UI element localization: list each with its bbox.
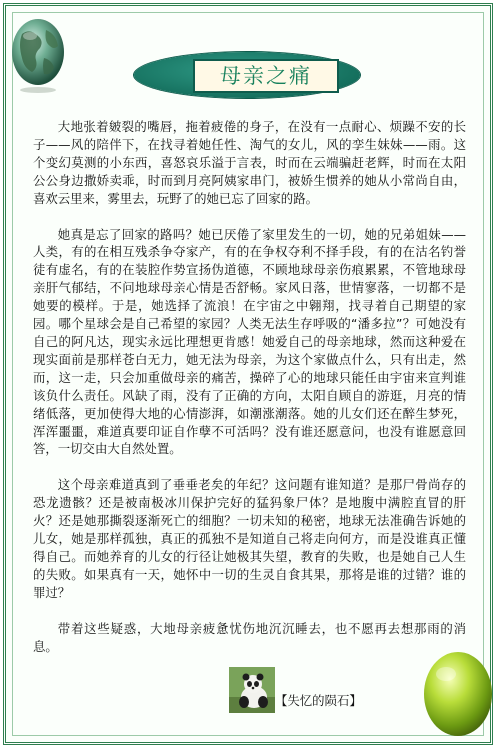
article-body — [33, 118, 466, 673]
panda-image — [229, 667, 275, 713]
paragraph: 她真是忘了回家的路吗？她已厌倦了家里发生的一切，她的兄弟姐妹——人类，有的在相互残杀争夺家产，有的在争权夺利不择手段，有的在沽名钓誉徒有虚名，有的在装腔作势宣扬伪道德，不顾地球母亲伤痕累累，不管地球母亲肝气郁结，不问地球母亲心情是否舒畅。家风日落，世情寥落，一切都不是她要的模样。于是，她选择了流浪！在宇宙之中翱翔，找寻着自己期望的家园。哪个星球会是自己希望的家园？人类无法生存呼吸的“潘多拉”？可她没有自己的阿凡达，现实永远比理想更肯感！她爱自己的母亲地球，然而这种爱在现实面前是那样苍白无力，她无法为母亲，为这个家做点什么，只有出走，然而，这一走，只会加重做母亲的痛苦，操碎了心的地球只能任由宇宙来宣判谁该负什么责任。风缺了雨，没有了正确的方向，太阳自顾自的游逛，月亮的情绪低落，更加使得大地的心情澎湃，如潮涨潮落。她的儿女们还在醉生梦死，浑浑噩噩，难道真要印证自作孽不可活吗？没有谁还愿意问，也没有谁愿意回答，一切交由大自然处置。 — [33, 226, 466, 457]
paragraph: 这个母亲难道真到了垂垂老矣的年纪？这问题有谁知道？是那尸骨尚存的恐龙遗骸？还是被南极冰川保护完好的猛犸象尸体？是地腹中满腔直冒的肝火？还是她那撕裂逐渐死亡的细胞？一切未知的秘密，地球无法准确告诉她的儿女，她是那样孤独，真正的孤独不是知道自己将走向何方，而是没谁真正懂得自己。而她养育的儿女的行径让她极其失望，教育的失败，也是她自己人生的失败。如果真有一天，她怀中一切的生灵自食其果，那将是谁的过错？谁的罪过？ — [33, 477, 466, 600]
paragraph: 大地张着皴裂的嘴唇，拖着疲倦的身子，在没有一点耐心、烦躁不安的长子——风的陪伴下，在找寻着她任性、淘气的女儿，风的孪生妹妹——雨。这个变幻莫测的小东西，喜怒哀乐溢于言表，时而在云端骗赶老辉，时而在太阳公公身边撒娇卖乖，时而到月亮阿姨家串门，被娇生惯养的她从小常尚自由，喜欢云里来，雾里去，玩野了的她已忘了回家的路。 — [33, 119, 466, 206]
title-box — [193, 59, 339, 93]
page-title: 母亲之痛 — [220, 64, 312, 88]
globe-icon — [8, 12, 68, 94]
green-fruit-icon — [418, 640, 494, 740]
author-signature: 【失忆的陨石】 — [275, 693, 362, 708]
paragraph: 带着这些疑惑，大地母亲疲惫忧伤地沉沉睡去，也不愿再去想那雨的消息。 — [33, 620, 466, 654]
